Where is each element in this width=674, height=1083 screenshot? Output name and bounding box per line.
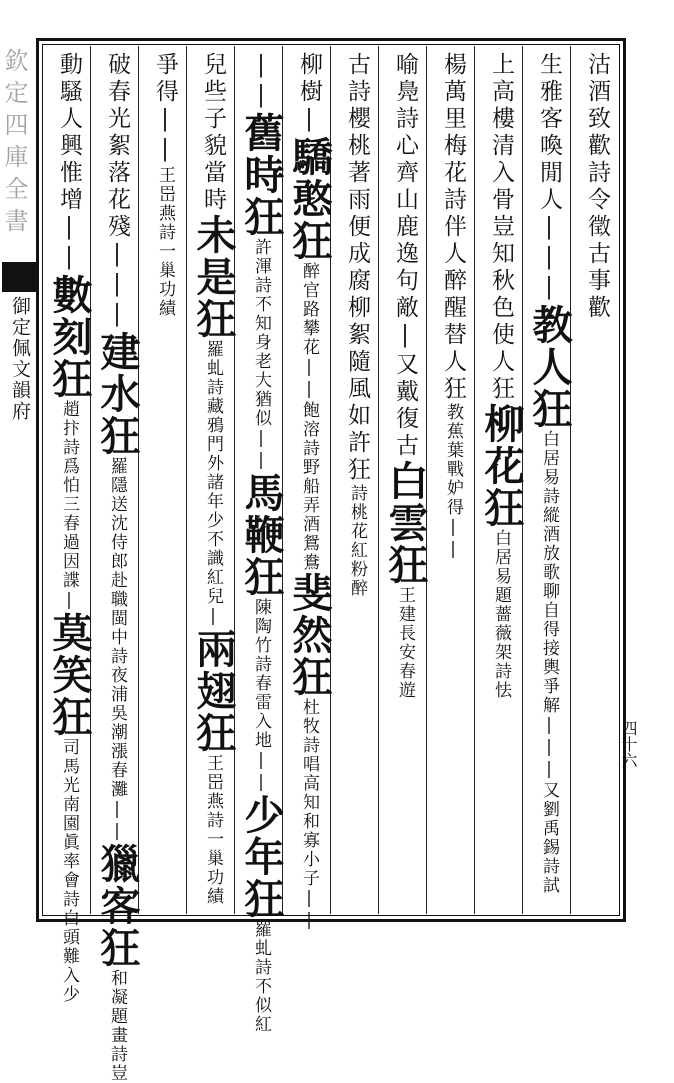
annotation: 醉官路攀花|| — [299, 262, 319, 401]
headword: 未是狂 — [190, 214, 237, 340]
column-text: 兒些子貌當時 — [200, 52, 226, 214]
text-column-10 — [146, 52, 184, 914]
annotation: 飽溶詩野船弄酒鴛鴦 — [299, 401, 319, 572]
annotation: 王建長安春遊 — [395, 586, 415, 700]
annotation: 白居易題薔薇架詩怯 — [491, 529, 511, 700]
column-rule — [138, 46, 139, 914]
column-text: 楊萬里梅花詩伴人醉醒替人狂 — [440, 52, 466, 403]
column-rule — [474, 46, 475, 914]
column-rule — [90, 46, 91, 914]
headword: 斐然狂 — [286, 572, 333, 698]
text-column-9 — [190, 52, 237, 914]
headword: 柳花狂 — [478, 403, 525, 529]
annotation: 白居易詩縱酒放歌聊自得接輿爭解|||又劉禹錫詩試 — [539, 430, 559, 895]
annotation: 羅虬詩不似紅 — [251, 920, 271, 1034]
annotation: 司馬光南園眞率會詩白頭難入少 — [59, 738, 79, 1004]
headword: 少年狂 — [238, 794, 285, 920]
column-text: 上高樓清入骨豈知秋色使人狂 — [488, 52, 514, 403]
column-text: 動騷人興惟增|| — [56, 52, 82, 274]
column-text: || — [248, 52, 274, 112]
text-column-4 — [434, 52, 472, 914]
headword: 驕憨狂 — [286, 136, 333, 262]
annotation: 杜牧詩唱高知和寡小子|| — [299, 698, 319, 932]
annotation: 教蕉葉戰妒得|| — [443, 403, 463, 561]
text-column-8 — [238, 52, 285, 1034]
column-text: 生雅客喚閒人||| — [536, 52, 562, 304]
headword: 白雲狂 — [382, 460, 429, 586]
annotation: 許渾詩不知身老大猶似|| — [251, 238, 271, 472]
annotation: 陳陶竹詩春雷入地|| — [251, 598, 271, 794]
fish-tail-mark — [2, 262, 36, 292]
annotation: 羅虬詩藏鴉門外諸年少不識紅兒| — [203, 340, 223, 628]
annotation: 羅隱送沈侍郎赴職閩中詩夜浦吳潮漲春灘|| — [107, 457, 127, 843]
column-rule — [570, 46, 571, 914]
column-text: 柳樹| — [296, 52, 322, 136]
annotation: 王岊燕詩一巢功績 — [203, 754, 223, 906]
column-text: 古詩櫻桃著雨便成腐柳絮隨風如許狂 — [344, 52, 370, 484]
text-column-3 — [478, 52, 525, 914]
column-rule — [186, 46, 187, 914]
headword: 馬鞭狂 — [238, 472, 285, 598]
column-rule — [378, 46, 379, 914]
annotation: 詩桃花紅粉醉 — [347, 484, 367, 598]
text-column-7 — [286, 52, 333, 932]
column-text: 沽酒致歡詩令徵古事歡 — [584, 52, 610, 322]
headword: 莫笑狂 — [46, 612, 93, 738]
annotation: 和凝題畫詩豈 — [107, 969, 127, 1083]
headword: 教人狂 — [526, 304, 573, 430]
headword: 建水狂 — [94, 331, 141, 457]
text-column-11 — [94, 52, 141, 1083]
headword: 兩翅狂 — [190, 628, 237, 754]
column-rule — [234, 46, 235, 914]
text-column-2 — [526, 52, 573, 914]
headword: 舊時狂 — [238, 112, 285, 238]
annotation: 王岊燕詩一巢功績 — [155, 166, 175, 318]
column-text: 喻鳧詩心齊山鹿逸句敵|又戴復古 — [392, 52, 418, 460]
margin-strip — [0, 0, 36, 968]
text-column-5 — [382, 52, 429, 914]
headword: 數刻狂 — [46, 274, 93, 400]
running-head: 欽定四庫全書 — [0, 48, 28, 240]
text-column-12 — [46, 52, 93, 1004]
column-text: 爭得|| — [152, 52, 178, 166]
leaf-number: 四十六 — [619, 720, 638, 768]
text-column-6 — [338, 52, 376, 914]
book-title: 御定佩文韻府 — [9, 296, 31, 422]
headword: 獵客狂 — [94, 843, 141, 969]
column-text: 破春光絮落花殘||| — [104, 52, 130, 331]
text-column-1 — [578, 52, 616, 914]
annotation: 趙抃詩爲怕三春過因諜| — [59, 400, 79, 612]
